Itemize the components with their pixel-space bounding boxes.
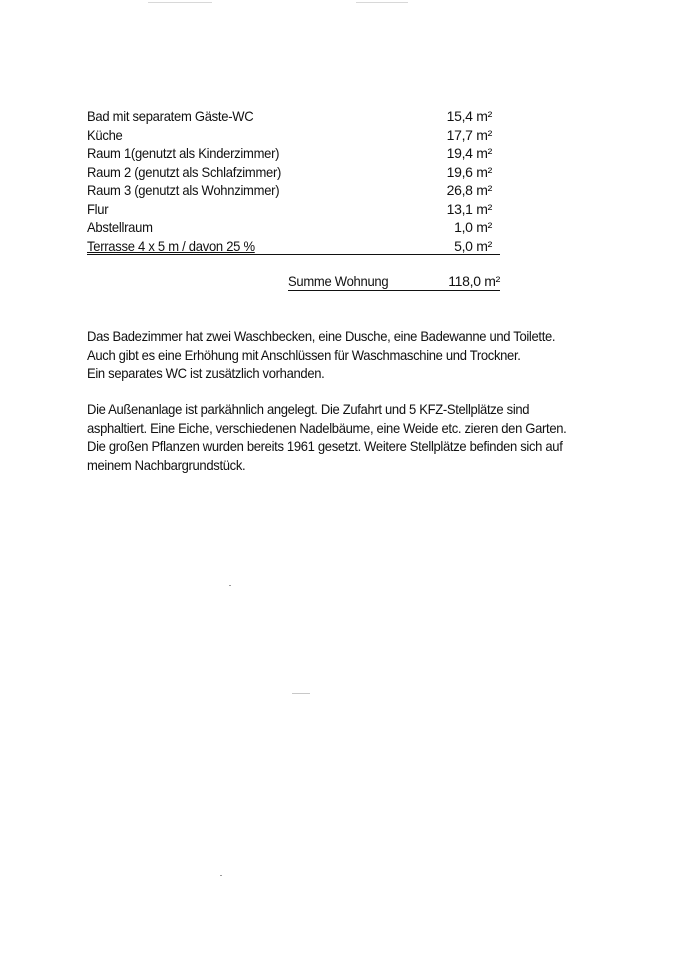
text-line: Auch gibt es eine Erhöhung mit Anschlüssen für Waschmaschine und Trockner. (87, 346, 521, 363)
text-line: meinem Nachbargrundstück. (87, 456, 246, 473)
room-area: 15,4 m² (446, 108, 492, 124)
text-line: asphaltiert. Eine Eiche, verschiedenen Nadelbäume, eine Weide etc. zieren den Garten. (87, 419, 567, 436)
room-row-last (87, 237, 500, 255)
room-name: Terrasse 4 x 5 m / davon 25 % (87, 237, 255, 254)
total-value: 118,0 m² (448, 273, 500, 289)
room-row (87, 200, 500, 219)
room-area: 13,1 m² (446, 200, 492, 217)
scan-speck (220, 875, 222, 876)
room-name: Bad mit separatem Gäste-WC (87, 108, 254, 124)
scan-speck (229, 585, 231, 586)
room-area: 19,4 m² (446, 145, 492, 161)
room-row (87, 107, 500, 126)
total-row (288, 272, 500, 291)
bathroom-description (87, 327, 607, 383)
room-area: 1,0 m² (454, 219, 492, 235)
room-row (87, 144, 500, 163)
room-area: 17,7 m² (446, 126, 492, 143)
scan-speck (292, 693, 310, 694)
scan-artifact-top-left (148, 2, 212, 3)
room-area: 19,6 m² (446, 163, 492, 180)
room-name: Raum 3 (genutzt als Wohnzimmer) (87, 182, 280, 198)
text-line: Ein separates WC ist zusätzlich vorhanden. (87, 365, 325, 381)
room-row (87, 218, 500, 237)
room-row (87, 181, 500, 200)
text-line: Das Badezimmer hat zwei Waschbecken, eine Dusche, eine Badewanne und Toilette. (87, 328, 556, 344)
room-area: 26,8 m² (446, 182, 492, 198)
room-name: Raum 2 (genutzt als Schlafzimmer) (87, 163, 282, 180)
total-label: Summe Wohnung (288, 273, 389, 289)
room-name: Abstellraum (87, 219, 153, 235)
room-row (87, 163, 500, 182)
room-area: 5,0 m² (454, 237, 492, 254)
room-name: Flur (87, 200, 109, 217)
text-line: Die großen Pflanzen wurden bereits 1961 gesetzt. Weitere Stellplätze befinden sich auf (87, 438, 563, 454)
scan-artifact-top-right (356, 2, 408, 3)
room-name: Küche (87, 126, 123, 143)
room-area-table (87, 107, 500, 255)
outdoor-description (87, 400, 607, 474)
text-line: Die Außenanlage ist parkähnlich angelegt. Die Zufahrt und 5 KFZ-Stellplätze sind (87, 401, 530, 417)
room-name: Raum 1(genutzt als Kinderzimmer) (87, 145, 280, 161)
room-row (87, 126, 500, 145)
